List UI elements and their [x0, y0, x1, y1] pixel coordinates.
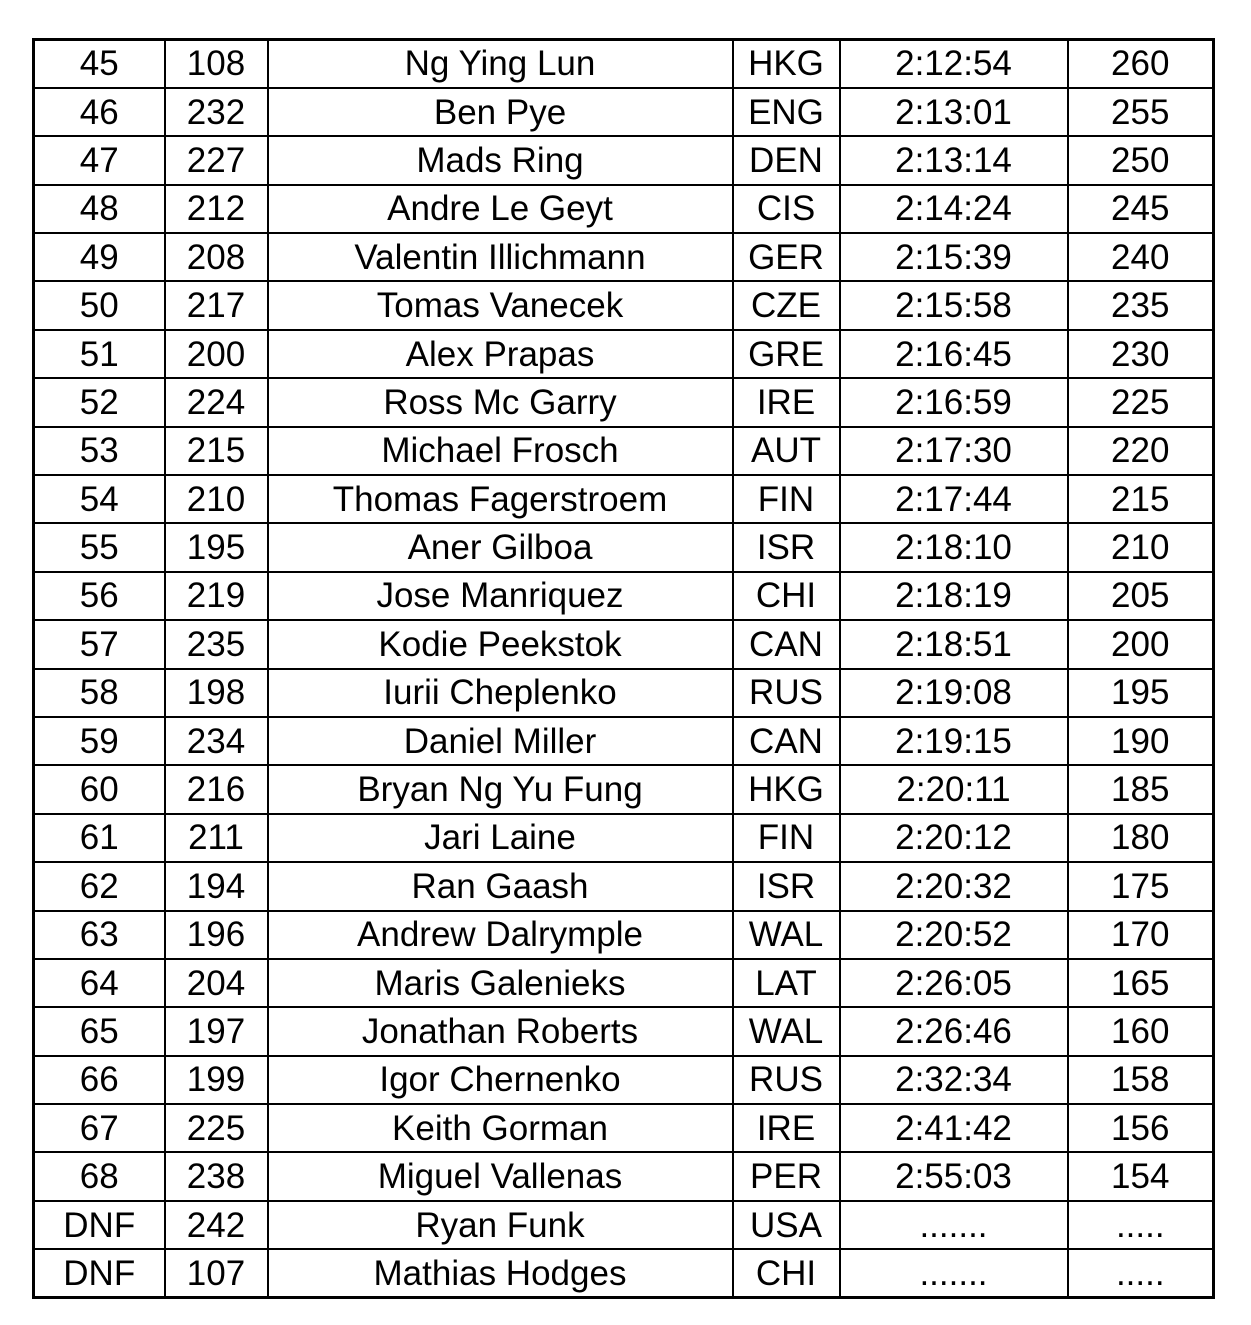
athlete-name-cell: Ran Gaash	[268, 862, 733, 910]
table-row	[34, 1104, 1214, 1152]
nation-cell: PER	[733, 1152, 840, 1200]
athlete-name-cell: Andre Le Geyt	[268, 185, 733, 233]
finish-time-cell: 2:16:59	[840, 378, 1068, 426]
athlete-name-cell: Bryan Ng Yu Fung	[268, 765, 733, 813]
athlete-name-cell: Mathias Hodges	[268, 1249, 733, 1297]
bib-number-cell: 242	[165, 1201, 268, 1249]
points-cell: 156	[1068, 1104, 1214, 1152]
points-cell: 230	[1068, 330, 1214, 378]
points-cell: 175	[1068, 862, 1214, 910]
table-row	[34, 427, 1214, 475]
finish-time-cell: 2:20:12	[840, 814, 1068, 862]
table-row	[34, 1201, 1214, 1249]
results-table-body	[34, 40, 1214, 1298]
points-cell: 158	[1068, 1056, 1214, 1104]
bib-number-cell: 238	[165, 1152, 268, 1200]
finish-time-cell: 2:15:39	[840, 233, 1068, 281]
results-table	[32, 38, 1215, 1299]
table-row	[34, 911, 1214, 959]
points-cell: 160	[1068, 1007, 1214, 1055]
place-cell: 64	[34, 959, 165, 1007]
athlete-name-cell: Jose Manriquez	[268, 572, 733, 620]
table-row	[34, 330, 1214, 378]
finish-time-cell: 2:16:45	[840, 330, 1068, 378]
athlete-name-cell: Valentin Illichmann	[268, 233, 733, 281]
nation-cell: GRE	[733, 330, 840, 378]
bib-number-cell: 234	[165, 717, 268, 765]
bib-number-cell: 232	[165, 88, 268, 136]
athlete-name-cell: Daniel Miller	[268, 717, 733, 765]
athlete-name-cell: Jonathan Roberts	[268, 1007, 733, 1055]
table-row	[34, 959, 1214, 1007]
athlete-name-cell: Andrew Dalrymple	[268, 911, 733, 959]
nation-cell: ISR	[733, 862, 840, 910]
points-cell: 180	[1068, 814, 1214, 862]
points-cell: 170	[1068, 911, 1214, 959]
athlete-name-cell: Mads Ring	[268, 136, 733, 184]
points-cell: .....	[1068, 1201, 1214, 1249]
table-row	[34, 1249, 1214, 1297]
nation-cell: USA	[733, 1201, 840, 1249]
table-row	[34, 1056, 1214, 1104]
table-row	[34, 40, 1214, 88]
nation-cell: FIN	[733, 475, 840, 523]
place-cell: DNF	[34, 1201, 165, 1249]
nation-cell: IRE	[733, 1104, 840, 1152]
points-cell: 235	[1068, 281, 1214, 329]
finish-time-cell: 2:18:10	[840, 523, 1068, 571]
finish-time-cell: 2:19:08	[840, 669, 1068, 717]
points-cell: 200	[1068, 620, 1214, 668]
nation-cell: RUS	[733, 1056, 840, 1104]
points-cell: 185	[1068, 765, 1214, 813]
finish-time-cell: 2:26:05	[840, 959, 1068, 1007]
place-cell: 67	[34, 1104, 165, 1152]
nation-cell: CHI	[733, 572, 840, 620]
nation-cell: CAN	[733, 620, 840, 668]
points-cell: 154	[1068, 1152, 1214, 1200]
nation-cell: DEN	[733, 136, 840, 184]
finish-time-cell: 2:32:34	[840, 1056, 1068, 1104]
nation-cell: CIS	[733, 185, 840, 233]
athlete-name-cell: Ng Ying Lun	[268, 40, 733, 88]
place-cell: 61	[34, 814, 165, 862]
place-cell: 45	[34, 40, 165, 88]
table-row	[34, 88, 1214, 136]
finish-time-cell: 2:17:30	[840, 427, 1068, 475]
finish-time-cell: .......	[840, 1201, 1068, 1249]
points-cell: 165	[1068, 959, 1214, 1007]
points-cell: 220	[1068, 427, 1214, 475]
bib-number-cell: 200	[165, 330, 268, 378]
table-row	[34, 717, 1214, 765]
place-cell: 53	[34, 427, 165, 475]
finish-time-cell: 2:18:51	[840, 620, 1068, 668]
bib-number-cell: 198	[165, 669, 268, 717]
athlete-name-cell: Ross Mc Garry	[268, 378, 733, 426]
athlete-name-cell: Ben Pye	[268, 88, 733, 136]
athlete-name-cell: Tomas Vanecek	[268, 281, 733, 329]
nation-cell: IRE	[733, 378, 840, 426]
nation-cell: LAT	[733, 959, 840, 1007]
nation-cell: CHI	[733, 1249, 840, 1297]
athlete-name-cell: Igor Chernenko	[268, 1056, 733, 1104]
nation-cell: HKG	[733, 765, 840, 813]
bib-number-cell: 217	[165, 281, 268, 329]
points-cell: 260	[1068, 40, 1214, 88]
nation-cell: FIN	[733, 814, 840, 862]
table-row	[34, 475, 1214, 523]
athlete-name-cell: Alex Prapas	[268, 330, 733, 378]
table-row	[34, 814, 1214, 862]
points-cell: 195	[1068, 669, 1214, 717]
nation-cell: HKG	[733, 40, 840, 88]
finish-time-cell: .......	[840, 1249, 1068, 1297]
place-cell: 48	[34, 185, 165, 233]
bib-number-cell: 107	[165, 1249, 268, 1297]
nation-cell: ISR	[733, 523, 840, 571]
bib-number-cell: 208	[165, 233, 268, 281]
bib-number-cell: 212	[165, 185, 268, 233]
bib-number-cell: 196	[165, 911, 268, 959]
place-cell: 47	[34, 136, 165, 184]
athlete-name-cell: Thomas Fagerstroem	[268, 475, 733, 523]
table-row	[34, 765, 1214, 813]
bib-number-cell: 195	[165, 523, 268, 571]
athlete-name-cell: Michael Frosch	[268, 427, 733, 475]
points-cell: 215	[1068, 475, 1214, 523]
athlete-name-cell: Kodie Peekstok	[268, 620, 733, 668]
finish-time-cell: 2:20:32	[840, 862, 1068, 910]
points-cell: 245	[1068, 185, 1214, 233]
finish-time-cell: 2:17:44	[840, 475, 1068, 523]
table-row	[34, 620, 1214, 668]
place-cell: 49	[34, 233, 165, 281]
finish-time-cell: 2:13:14	[840, 136, 1068, 184]
finish-time-cell: 2:55:03	[840, 1152, 1068, 1200]
place-cell: 52	[34, 378, 165, 426]
bib-number-cell: 199	[165, 1056, 268, 1104]
athlete-name-cell: Iurii Cheplenko	[268, 669, 733, 717]
table-row	[34, 862, 1214, 910]
table-row	[34, 378, 1214, 426]
bib-number-cell: 215	[165, 427, 268, 475]
finish-time-cell: 2:15:58	[840, 281, 1068, 329]
athlete-name-cell: Maris Galenieks	[268, 959, 733, 1007]
athlete-name-cell: Jari Laine	[268, 814, 733, 862]
finish-time-cell: 2:12:54	[840, 40, 1068, 88]
finish-time-cell: 2:13:01	[840, 88, 1068, 136]
table-row	[34, 281, 1214, 329]
bib-number-cell: 197	[165, 1007, 268, 1055]
bib-number-cell: 211	[165, 814, 268, 862]
table-row	[34, 185, 1214, 233]
bib-number-cell: 204	[165, 959, 268, 1007]
bib-number-cell: 225	[165, 1104, 268, 1152]
place-cell: 68	[34, 1152, 165, 1200]
bib-number-cell: 235	[165, 620, 268, 668]
bib-number-cell: 227	[165, 136, 268, 184]
table-row	[34, 572, 1214, 620]
finish-time-cell: 2:26:46	[840, 1007, 1068, 1055]
points-cell: .....	[1068, 1249, 1214, 1297]
place-cell: 56	[34, 572, 165, 620]
points-cell: 240	[1068, 233, 1214, 281]
athlete-name-cell: Aner Gilboa	[268, 523, 733, 571]
bib-number-cell: 216	[165, 765, 268, 813]
place-cell: 51	[34, 330, 165, 378]
place-cell: 62	[34, 862, 165, 910]
place-cell: 60	[34, 765, 165, 813]
nation-cell: GER	[733, 233, 840, 281]
place-cell: 57	[34, 620, 165, 668]
place-cell: 54	[34, 475, 165, 523]
table-row	[34, 669, 1214, 717]
finish-time-cell: 2:19:15	[840, 717, 1068, 765]
finish-time-cell: 2:20:52	[840, 911, 1068, 959]
nation-cell: CAN	[733, 717, 840, 765]
points-cell: 205	[1068, 572, 1214, 620]
athlete-name-cell: Ryan Funk	[268, 1201, 733, 1249]
nation-cell: AUT	[733, 427, 840, 475]
points-cell: 190	[1068, 717, 1214, 765]
nation-cell: WAL	[733, 1007, 840, 1055]
place-cell: 50	[34, 281, 165, 329]
place-cell: 66	[34, 1056, 165, 1104]
nation-cell: WAL	[733, 911, 840, 959]
bib-number-cell: 224	[165, 378, 268, 426]
athlete-name-cell: Miguel Vallenas	[268, 1152, 733, 1200]
points-cell: 250	[1068, 136, 1214, 184]
place-cell: 58	[34, 669, 165, 717]
place-cell: 46	[34, 88, 165, 136]
place-cell: 55	[34, 523, 165, 571]
table-row	[34, 1007, 1214, 1055]
table-row	[34, 233, 1214, 281]
points-cell: 225	[1068, 378, 1214, 426]
finish-time-cell: 2:20:11	[840, 765, 1068, 813]
place-cell: 59	[34, 717, 165, 765]
bib-number-cell: 194	[165, 862, 268, 910]
table-row	[34, 136, 1214, 184]
place-cell: 65	[34, 1007, 165, 1055]
finish-time-cell: 2:18:19	[840, 572, 1068, 620]
place-cell: 63	[34, 911, 165, 959]
bib-number-cell: 108	[165, 40, 268, 88]
bib-number-cell: 210	[165, 475, 268, 523]
points-cell: 210	[1068, 523, 1214, 571]
bib-number-cell: 219	[165, 572, 268, 620]
points-cell: 255	[1068, 88, 1214, 136]
table-row	[34, 1152, 1214, 1200]
nation-cell: ENG	[733, 88, 840, 136]
finish-time-cell: 2:14:24	[840, 185, 1068, 233]
athlete-name-cell: Keith Gorman	[268, 1104, 733, 1152]
place-cell: DNF	[34, 1249, 165, 1297]
table-row	[34, 523, 1214, 571]
nation-cell: RUS	[733, 669, 840, 717]
finish-time-cell: 2:41:42	[840, 1104, 1068, 1152]
nation-cell: CZE	[733, 281, 840, 329]
